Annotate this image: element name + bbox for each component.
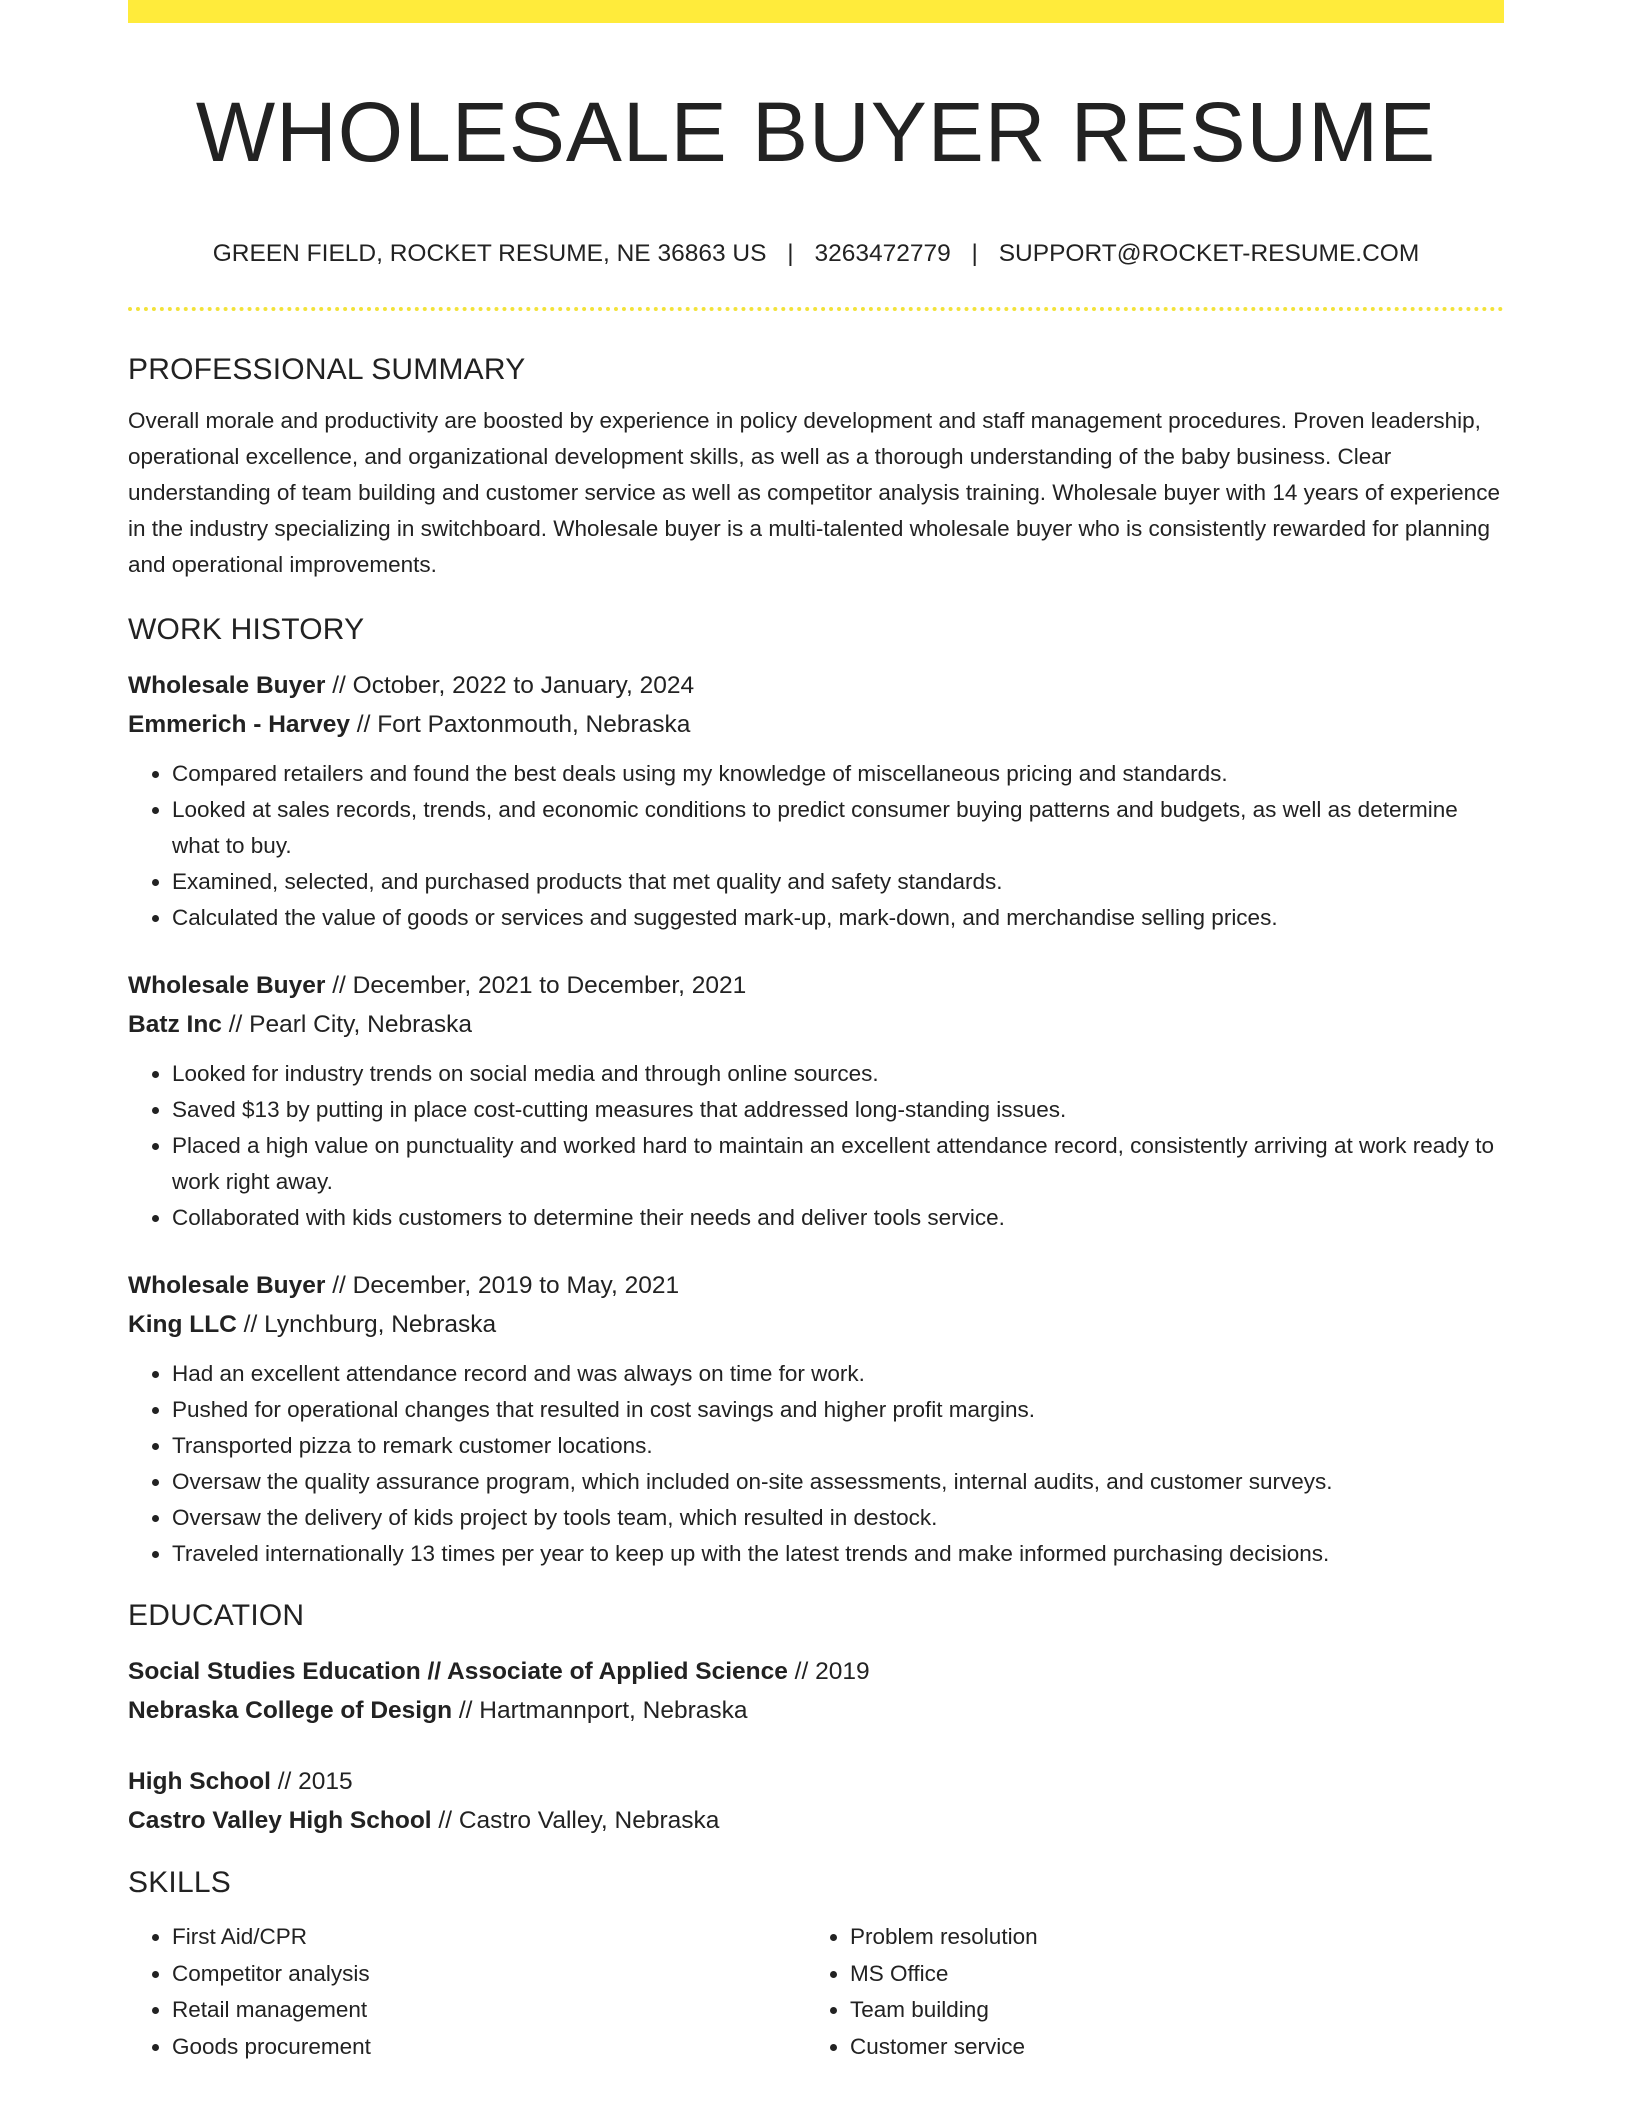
section-heading-work-history: WORK HISTORY [128, 613, 365, 646]
list-item: • Placed a high value on punctuality and worked hard to maintain an excellent attendance record, consistently arriving at work ready to work right away. [172, 1128, 1504, 1200]
list-item: • First Aid/CPR [172, 1919, 806, 1956]
resume-content [128, 350, 1504, 2065]
contact-line [128, 237, 1504, 271]
job-company-line [128, 705, 1504, 744]
job-dates: // December, 2021 to December, 2021 [325, 972, 747, 999]
contact-email: SUPPORT@ROCKET-RESUME.COM [998, 240, 1420, 267]
skills-section [128, 1863, 1504, 2065]
job-title: Wholesale Buyer [128, 972, 326, 999]
education-location: // Castro Valley, Nebraska [431, 1807, 720, 1834]
dotted-divider [128, 307, 1504, 311]
work-history-section [128, 610, 1504, 1572]
summary-section [128, 350, 1504, 583]
job-location: // Lynchburg, Nebraska [236, 1311, 497, 1338]
job-company: Emmerich - Harvey [128, 711, 350, 738]
education-degree-line [128, 1652, 1504, 1691]
job-company: Batz Inc [128, 1011, 222, 1038]
education-school: Castro Valley High School [128, 1807, 432, 1834]
list-item: • Collaborated with kids customers to determine their needs and deliver tools service. [172, 1200, 1504, 1236]
list-item: • Pushed for operational changes that resulted in cost savings and higher profit margins. [172, 1392, 1504, 1428]
job-entry [128, 666, 1504, 936]
skills-list-left [128, 1919, 806, 2065]
job-company-line [128, 1305, 1504, 1344]
skills-grid [128, 1919, 1504, 2065]
education-degree: High School [128, 1768, 271, 1795]
job-company-line [128, 1005, 1504, 1044]
list-item: • Oversaw the quality assurance program, which included on-site assessments, internal audits, and customer surveys. [172, 1464, 1504, 1500]
list-item: • Oversaw the delivery of kids project by tools team, which resulted in destock. [172, 1500, 1504, 1536]
list-item: • MS Office [850, 1956, 1484, 1993]
skills-list-right [806, 1919, 1484, 2065]
page-title: WHOLESALE BUYER RESUME [195, 85, 1437, 179]
education-year: // 2015 [270, 1768, 353, 1795]
list-item: • Traveled internationally 13 times per year to keep up with the latest trends and make informed purchasing decisions. [172, 1536, 1504, 1572]
list-item: • Transported pizza to remark customer locations. [172, 1428, 1504, 1464]
summary-text: Overall morale and productivity are boosted by experience in policy development and staff management procedures. Proven leadership, operational excellence, and organizational development skills, as well as a thorough understanding of the baby business. Clear understanding of team building and customer service as well as competitor analysis training. Wholesale buyer with 14 years of experience in the industry specializing in switchboard. Wholesale buyer is a multi-talented wholesale buyer who is consistently rewarded for planning and operational improvements. [128, 408, 1500, 577]
list-item: • Had an excellent attendance record and was always on time for work. [172, 1356, 1504, 1392]
job-title: Wholesale Buyer [128, 672, 326, 699]
job-location: // Pearl City, Nebraska [221, 1011, 473, 1038]
education-school-line [128, 1801, 1504, 1840]
list-item: • Calculated the value of goods or services and suggested mark-up, mark-down, and merchandise selling prices. [172, 900, 1504, 936]
list-item: • Examined, selected, and purchased products that met quality and safety standards. [172, 864, 1504, 900]
contact-phone: 3263472779 [814, 240, 951, 267]
list-item: • Customer service [850, 2029, 1484, 2066]
job-title-line [128, 1266, 1504, 1305]
list-item: • Looked at sales records, trends, and economic conditions to predict consumer buying patterns and budgets, as well as determine what to buy. [172, 792, 1504, 864]
list-item: • Saved $13 by putting in place cost-cutting measures that addressed long-standing issues. [172, 1092, 1504, 1128]
job-title-line [128, 966, 1504, 1005]
top-accent-bar [128, 0, 1504, 23]
job-location: // Fort Paxtonmouth, Nebraska [349, 711, 691, 738]
job-bullets [128, 1056, 1504, 1236]
education-school: Nebraska College of Design [128, 1697, 453, 1724]
job-entry [128, 966, 1504, 1236]
section-heading-skills: SKILLS [128, 1866, 231, 1899]
job-entry [128, 1266, 1504, 1572]
contact-separator: | [787, 240, 794, 267]
education-degree: Social Studies Education // Associate of Applied Science [128, 1658, 788, 1685]
list-item: • Looked for industry trends on social media and through online sources. [172, 1056, 1504, 1092]
list-item: • Competitor analysis [172, 1956, 806, 1993]
education-location: // Hartmannport, Nebraska [452, 1697, 748, 1724]
job-dates: // December, 2019 to May, 2021 [325, 1272, 680, 1299]
list-item: • Retail management [172, 1992, 806, 2029]
education-year: // 2019 [787, 1658, 870, 1685]
job-bullets [128, 1356, 1504, 1572]
job-title: Wholesale Buyer [128, 1272, 326, 1299]
list-item: • Team building [850, 1992, 1484, 2029]
list-item: • Problem resolution [850, 1919, 1484, 1956]
list-item: • Goods procurement [172, 2029, 806, 2066]
job-dates: // October, 2022 to January, 2024 [325, 672, 695, 699]
job-bullets [128, 756, 1504, 936]
contact-separator: | [971, 240, 978, 267]
contact-address: GREEN FIELD, ROCKET RESUME, NE 36863 US [212, 240, 767, 267]
education-entry [128, 1652, 1504, 1730]
job-title-line [128, 666, 1504, 705]
education-section [128, 1596, 1504, 1840]
education-entry [128, 1762, 1504, 1840]
job-company: King LLC [128, 1311, 237, 1338]
list-item: • Compared retailers and found the best deals using my knowledge of miscellaneous pricing and standards. [172, 756, 1504, 792]
education-degree-line [128, 1762, 1504, 1801]
section-heading-education: EDUCATION [128, 1599, 305, 1632]
section-heading-summary: PROFESSIONAL SUMMARY [128, 353, 526, 386]
education-school-line [128, 1691, 1504, 1730]
